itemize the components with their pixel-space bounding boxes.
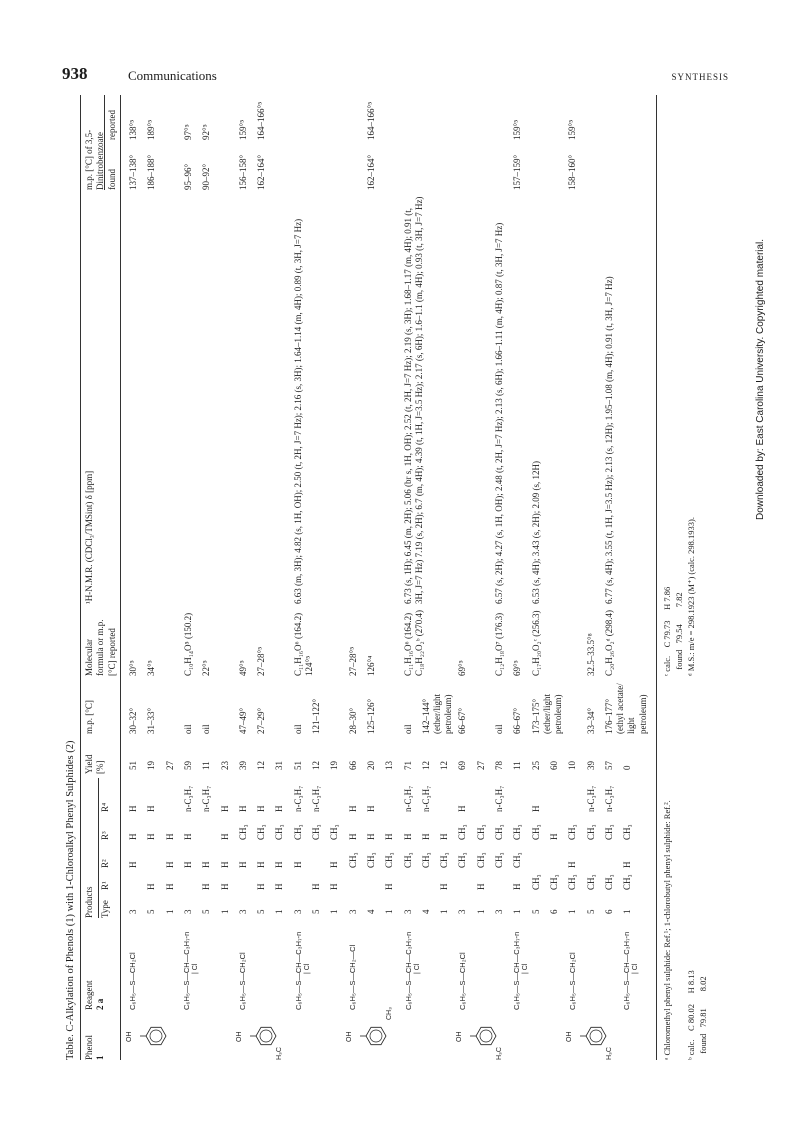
cell-mp: 30–32°	[128, 707, 138, 734]
phenol-oh-label: OH	[566, 1031, 573, 1042]
reagent-formula: C₆H₅—S—CH₂—Cl	[348, 944, 357, 1010]
cell-type: 5	[311, 909, 321, 914]
cell-r4: n-C₃H₇	[201, 785, 212, 812]
reagent-cl: | Cl	[522, 963, 529, 974]
cell-r3: H	[164, 833, 175, 840]
cell-mp: 47–49°	[237, 707, 248, 734]
th-mpd: m.p. [°C] of 3,5-Dinitrobenzoate	[84, 129, 106, 190]
cell-found: 156–158°	[237, 154, 248, 190]
cell-mf: 69°⁵	[457, 660, 468, 676]
cell-r3: CH₃	[329, 824, 340, 840]
cell-r1: H	[219, 883, 230, 890]
cell-r4: n-C₃H₇	[402, 785, 413, 812]
cell-yield: 19	[146, 761, 157, 770]
cell-r3: CH₃	[585, 824, 596, 840]
cell-type: 5	[585, 909, 596, 914]
cell-reported: 189°⁵	[146, 119, 157, 140]
cell-found: 90–92°	[201, 163, 212, 190]
cell-r2: CH₃	[384, 852, 395, 868]
cell-r1: H	[311, 883, 321, 890]
cell-r2: H	[219, 861, 230, 868]
cell-type: 1	[622, 909, 633, 914]
reagent-formula: C₆H₅—S—CH—C₃H₇-n	[404, 931, 413, 1010]
th-mf: Molecular formula or m.p. [°C] reported	[84, 619, 117, 676]
cell-r4: n-C₃H₇	[182, 785, 193, 812]
cell-r4: H	[219, 805, 230, 812]
cell-yield: 69	[457, 761, 468, 770]
cell-yield: 12	[256, 761, 267, 770]
th-products: Products	[84, 886, 94, 918]
cell-yield: 25	[530, 761, 541, 770]
phenol-ring-structure	[350, 1014, 396, 1058]
cell-r3: CH₃	[475, 824, 486, 840]
cell-r3: H	[548, 833, 559, 840]
cell-r2: H	[201, 861, 212, 868]
cell-r2: H	[274, 861, 285, 868]
cell-mp: 66–67°	[457, 707, 468, 734]
cell-r4: H	[274, 805, 285, 812]
cell-mp: 173–175° (ether/light petroleum)	[530, 694, 564, 734]
cell-reported: 164–166°⁵	[365, 101, 376, 140]
cell-type: 3	[402, 909, 413, 914]
cell-type: 1	[164, 909, 175, 914]
phenol-methyl-label: CH₃	[386, 1007, 393, 1020]
cell-r3: H	[439, 833, 450, 840]
cell-r2: H	[329, 861, 340, 868]
cell-nmr: 6.57 (s, 2H); 4.27 (s, 1H, OH); 2.48 (t, 2H, J=7 Hz); 2.13 (s, 6H); 1.66–1.11 (m, 4H); 0.87 (t, 3H, J=7 Hz)	[494, 222, 504, 604]
cell-r3: CH₃	[512, 824, 523, 840]
cell-r3: CH₃	[530, 824, 541, 840]
cell-mf: 30°⁵	[128, 660, 138, 676]
cell-r2: CH₃	[365, 852, 376, 868]
cell-r3: H	[384, 833, 395, 840]
th-r4: R⁴	[100, 802, 110, 812]
cell-mf: 69°⁵	[512, 660, 523, 676]
cell-r4: H	[457, 805, 468, 812]
reagent-formula: C₆H₅—S—CH₂Cl	[238, 952, 247, 1010]
phenol-methyl-label: H₃C	[276, 1047, 283, 1060]
cell-yield: 0	[622, 765, 633, 770]
cell-r4: H	[347, 805, 358, 812]
cell-yield: 51	[292, 761, 303, 770]
cell-r2: H	[182, 861, 193, 868]
reagent-formula: C₆H₅—S—CH—C₃H₇-n	[182, 931, 191, 1010]
cell-type: 1	[274, 909, 285, 914]
cell-mf: C₂₀H₂₆O₂ᵈ (298.4)	[603, 610, 614, 676]
cell-mp: oil	[201, 724, 212, 734]
cell-r4: H	[146, 805, 157, 812]
cell-reported: 159°⁵	[567, 119, 578, 140]
cell-reported: 159°⁵	[512, 119, 523, 140]
th-r1: R¹	[100, 881, 110, 890]
cell-r1: H	[439, 883, 450, 890]
cell-type: 3	[457, 909, 468, 914]
cell-yield: 11	[201, 761, 212, 770]
cell-yield: 60	[548, 761, 559, 770]
th-r3: R³	[100, 831, 110, 840]
cell-r1: H	[329, 883, 340, 890]
cell-yield: 31	[274, 761, 285, 770]
cell-mp: 28–30°	[347, 707, 358, 734]
cell-mf: 22°⁵	[201, 660, 212, 676]
cell-r2: CH₃	[457, 852, 468, 868]
cell-r1: CH₃	[603, 874, 614, 890]
cell-found: 162–164°	[256, 154, 267, 190]
cell-reported: 92°⁵	[201, 124, 212, 140]
phenol-oh-label: OH	[126, 1031, 133, 1042]
cell-r4: H	[256, 805, 267, 812]
th-found: found	[107, 169, 117, 190]
cell-type: 3	[494, 909, 504, 914]
cell-mf: 126°⁴	[365, 655, 376, 676]
cell-yield: 39	[237, 761, 248, 770]
cell-type: 1	[512, 909, 523, 914]
phenol-oh-label: OH	[456, 1031, 463, 1042]
cell-yield: 12	[311, 761, 321, 770]
cell-reported: 164–166°⁵	[256, 101, 267, 140]
rule-products	[98, 778, 99, 918]
reagent-cl: | Cl	[192, 963, 199, 974]
cell-r2: CH₃	[475, 852, 486, 868]
cell-mp: oil	[182, 724, 193, 734]
th-r2: R²	[100, 859, 110, 868]
cell-r3: H	[365, 833, 376, 840]
cell-r1: CH₃	[622, 874, 633, 890]
cell-found: 137–138°	[128, 154, 138, 190]
cell-yield: 51	[128, 761, 138, 770]
cell-nmr: 6.63 (m, 3H); 4.82 (s, 1H, OH); 2.50 (t, 2H, J=7 Hz); 2.16 (s, 3H); 1.64–1.14 (m, 4H); 0.89 (t, 3H, J=7 Hz)	[292, 218, 303, 604]
th-nmr: ¹H-N.M.R. (CDCl₃/TMSint) δ [ppm]	[84, 470, 94, 604]
cell-type: 4	[420, 909, 431, 914]
th-type: Type	[100, 900, 110, 918]
cell-r4: n-C₃H₇	[420, 785, 431, 812]
th-reagent-num: 2 a	[95, 998, 105, 1010]
cell-r4: n-C₃H₇	[585, 785, 596, 812]
cell-r2: H	[237, 861, 248, 868]
cell-r3: H	[420, 833, 431, 840]
cell-mf: C₁₁H₁₆O⁶ (164.2) 124°⁵	[292, 612, 314, 676]
cell-yield: 19	[329, 761, 340, 770]
cell-r3: CH₃	[603, 824, 614, 840]
cell-r3: H	[347, 833, 358, 840]
cell-type: 3	[182, 909, 193, 914]
cell-r1: CH₃	[567, 874, 578, 890]
download-watermark: Downloaded by: East Carolina University. Copyrighted material.	[755, 238, 766, 520]
cell-nmr: 6.73 (s, 1H); 6.45 (m, 2H); 5.06 (br s, 1H, OH); 2.52 (t, 2H, J=7 Hz); 2.19 (s, 3H); 1.68–1.17 (m, 4H); 0.91 (t, 3H, J=7 Hz) 7.19 (s, 2H); 6.7 (m, 4H); 4.39 (t, 1H, J=3.5 Hz); 2.17 (s, 6H); 1.6–1.1 (m, 4H); 0.93 (t, 3H, J=7 Hz)	[402, 196, 424, 604]
footnote-c-calc: ᶜ calc. C 79.73 H 7.86	[662, 586, 672, 676]
cell-mp: oil	[494, 724, 504, 734]
footnote-b-found: found 79.81 8.02	[698, 976, 708, 1060]
cell-mf: C₁₁H₁₆O⁶ (164.2) C₁₈H₂₂O₂ᵇ (270.4)	[402, 610, 424, 676]
cell-r4: H	[237, 805, 248, 812]
cell-found: 162–164°	[365, 154, 376, 190]
cell-type: 6	[603, 909, 614, 914]
page-header	[0, 64, 795, 88]
cell-type: 5	[256, 909, 267, 914]
cell-r3: CH₃	[311, 824, 321, 840]
cell-r1: CH₃	[548, 874, 559, 890]
cell-r2: CH₃	[494, 852, 504, 868]
cell-r2: H	[128, 861, 138, 868]
cell-mp: 31–33°	[146, 707, 157, 734]
journal-name: SYNTHESIS	[671, 72, 729, 82]
rule-top	[80, 95, 81, 1060]
cell-r2: CH₃	[512, 852, 523, 868]
cell-r2: H	[622, 861, 633, 868]
cell-r1: H	[164, 883, 175, 890]
cell-reported: 97°⁵	[182, 124, 193, 140]
section-title: Communications	[128, 68, 217, 83]
cell-type: 3	[237, 909, 248, 914]
cell-mp: 66–67°	[512, 707, 523, 734]
cell-yield: 10	[567, 761, 578, 770]
cell-r1: H	[475, 883, 486, 890]
cell-mf: 27–28°⁵	[256, 646, 267, 676]
cell-yield: 27	[164, 761, 175, 770]
cell-r1: H	[256, 883, 267, 890]
phenol-ring-structure	[130, 1014, 176, 1058]
reagent-formula: C₆H₅—S—CH—C₃H₇-n	[622, 931, 631, 1010]
cell-type: 1	[439, 909, 450, 914]
cell-r3: H	[146, 833, 157, 840]
reagent-formula: C₆H₅—S—CH—C₃H₇-n	[512, 931, 521, 1010]
reagent-formula: C₆H₅—S—CH—C₃H₇-n	[294, 931, 303, 1010]
cell-r4: H	[365, 805, 376, 812]
cell-found: 95–96°	[182, 163, 193, 190]
cell-yield: 39	[585, 761, 596, 770]
th-phenol: Phenol	[84, 1034, 94, 1060]
cell-found: 186–188°	[146, 154, 157, 190]
th-yield: Yield [%]	[84, 754, 106, 774]
cell-reported: 138°⁵	[128, 119, 138, 140]
cell-r1: H	[146, 883, 157, 890]
cell-r2: H	[292, 861, 303, 868]
reagent-cl: | Cl	[414, 963, 421, 974]
cell-r3: CH₃	[622, 824, 633, 840]
cell-r2: CH₃	[439, 852, 450, 868]
cell-r2: CH₃	[402, 852, 413, 868]
cell-yield: 27	[475, 761, 486, 770]
cell-found: 158–160°	[567, 154, 578, 190]
cell-r4: n-C₃H₇	[603, 785, 614, 812]
cell-r2: H	[256, 861, 267, 868]
th-reported: reported	[107, 110, 117, 140]
reagent-cl: | Cl	[304, 963, 311, 974]
cell-reported: 159°⁵	[237, 119, 248, 140]
cell-yield: 57	[603, 761, 614, 770]
rotated-table	[62, 95, 733, 1060]
cell-mp: 125–126°	[365, 698, 376, 734]
cell-yield: 13	[384, 761, 395, 770]
cell-r3: CH₃	[274, 824, 285, 840]
cell-type: 4	[365, 909, 376, 914]
cell-r3: CH₃	[292, 824, 303, 840]
rule-header-bottom	[120, 95, 121, 1060]
cell-yield: 12	[439, 761, 450, 770]
cell-r3: CH₃	[494, 824, 504, 840]
cell-mf: C₁₂H₁₈O⁷ (176.3)	[494, 612, 504, 676]
footnote-d: ᵈ M.S.: m/e = 298.1923 (M⁺) (calc. 298.1933).	[686, 516, 696, 676]
cell-r2: CH₃	[347, 852, 358, 868]
cell-type: 3	[347, 909, 358, 914]
cell-mp: oil	[402, 724, 413, 734]
cell-r3: CH₃	[256, 824, 267, 840]
cell-r1: H	[512, 883, 523, 890]
cell-yield: 23	[219, 761, 230, 770]
cell-type: 5	[201, 909, 212, 914]
phenol-oh-label: OH	[236, 1031, 243, 1042]
rule-mpd	[104, 95, 105, 190]
th-phenol-num: 1	[95, 1055, 105, 1060]
cell-type: 5	[530, 909, 541, 914]
cell-mp: oil	[292, 724, 303, 734]
cell-mf: 49°⁵	[237, 660, 248, 676]
cell-type: 3	[128, 909, 138, 914]
cell-yield: 78	[494, 761, 504, 770]
cell-type: 6	[548, 909, 559, 914]
cell-r2: H	[164, 861, 175, 868]
cell-yield: 66	[347, 761, 358, 770]
cell-mp: 121–122°	[311, 698, 321, 734]
phenol-methyl-label: H₃C	[496, 1047, 503, 1060]
phenol-oh-label: OH	[346, 1031, 353, 1042]
cell-yield: 20	[365, 761, 376, 770]
cell-r1: H	[201, 883, 212, 890]
footnote-b-calc: ᵇ calc. C 80.02 H 8.13	[686, 970, 696, 1060]
cell-r3: H	[182, 833, 193, 840]
reagent-cl: | Cl	[632, 963, 639, 974]
cell-mf: 32.5–33.5°⁸	[585, 633, 596, 676]
rule-bottom	[656, 95, 657, 1060]
footnote-c-found: found 79.54 7.82	[674, 592, 684, 676]
cell-r3: CH₃	[237, 824, 248, 840]
cell-type: 3	[292, 909, 303, 914]
cell-type: 1	[475, 909, 486, 914]
cell-mf: 34°⁵	[146, 660, 157, 676]
cell-mp: 27–29°	[256, 707, 267, 734]
cell-r1: H	[384, 883, 395, 890]
cell-nmr: 6.77 (s, 4H); 3.55 (t, 1H, J=3.5 Hz); 2.13 (s, 12H); 1.95–1.08 (m, 4H); 0.91 (t, 3H, J=7 Hz)	[603, 276, 614, 604]
cell-type: 1	[567, 909, 578, 914]
cell-yield: 12	[420, 761, 431, 770]
cell-r4: n-C₃H₇	[494, 785, 504, 812]
page-number: 938	[62, 64, 88, 83]
cell-r3: H	[402, 833, 413, 840]
cell-yield: 11	[512, 761, 523, 770]
cell-type: 1	[329, 909, 340, 914]
cell-r4: H	[530, 805, 541, 812]
table-caption: Table. C-Alkylation of Phenols (1) with 1-Chloroalkyl Phenyl Sulphides (2)	[65, 740, 76, 1060]
cell-type: 5	[146, 909, 157, 914]
cell-found: 157–159°	[512, 154, 523, 190]
cell-r1: CH₃	[585, 874, 596, 890]
phenol-methyl-label: H₃C	[606, 1047, 613, 1060]
reagent-formula: C₆H₅—S—CH₂Cl	[128, 952, 137, 1010]
cell-mf: C₁₀H₁₄O⁵ (150.2)	[182, 612, 193, 676]
cell-r2: CH₃	[420, 852, 431, 868]
cell-mf: C₁₇H₂₀O₂ᶜ (256.3)	[530, 610, 541, 676]
reagent-formula: C₆H₅—S—CH₂Cl	[458, 952, 467, 1010]
cell-yield: 59	[182, 761, 193, 770]
th-reagent: Reagent	[84, 980, 94, 1010]
reagent-formula: C₆H₅—S—CH₂Cl	[568, 952, 577, 1010]
cell-yield: 71	[402, 761, 413, 770]
cell-r1: CH₃	[530, 874, 541, 890]
cell-mp: 142–144° (ether/light petroleum)	[420, 694, 454, 734]
cell-type: 1	[384, 909, 395, 914]
cell-r4: n-C₃H₇	[292, 785, 303, 812]
cell-nmr: 6.53 (s, 4H); 3.43 (s, 2H); 2.09 (s, 12H)	[530, 461, 541, 604]
cell-r3: CH₃	[457, 824, 468, 840]
cell-type: 1	[219, 909, 230, 914]
cell-mp: 176–177° (ethyl acetate/ light petroleum)	[603, 683, 648, 734]
cell-r4: n-C₃H₇	[311, 785, 321, 812]
cell-mf: 27–28°⁵	[347, 646, 358, 676]
cell-r2: H	[567, 861, 578, 868]
cell-r3: H	[128, 833, 138, 840]
th-mp: m.p. [°C]	[84, 700, 94, 734]
footnote-a: ᵃ Chloromethyl phenyl sulphide: Ref.¹; 1-chlorobutyl phenyl sulphide: Ref.².	[662, 800, 672, 1060]
cell-r4: H	[128, 805, 138, 812]
cell-r1: H	[274, 883, 285, 890]
cell-r3: H	[219, 833, 230, 840]
cell-r3: CH₃	[567, 824, 578, 840]
cell-mp: 33–34°	[585, 707, 596, 734]
